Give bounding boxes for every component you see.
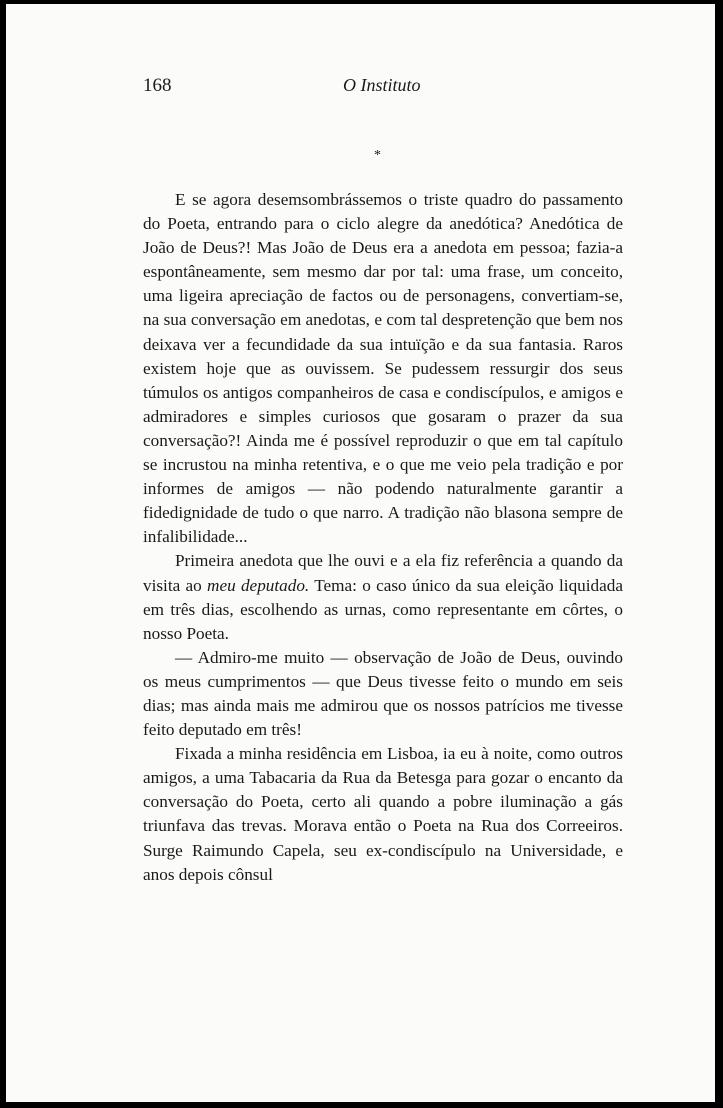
running-title: O Instituto [343,75,421,95]
paragraph-text: Primeira anedota que lhe ouvi e a ela fiz referência a quando da visita ao [143,551,623,595]
italic-phrase: meu deputado. [207,575,310,595]
page-number: 168 [143,75,172,96]
body-text [143,188,623,887]
section-separator: * [374,148,381,163]
paragraph [143,549,623,645]
page-header [143,75,623,99]
paragraph-text: Tema: o caso único da sua eleição liquidada em três dias, escolhendo as urnas, como representante em côrtes, o nosso Poeta. [143,575,623,643]
paragraph: E se agora desemsombrássemos o triste quadro do passamento do Poeta, entrando para o ciclo alegre da anedótica? Anedótica de João de Deus?! Mas João de Deus era a anedota em pessoa; fazia-a espontâneamente, sem mesmo dar por tal: uma frase, um conceito, uma ligeira apreciação de factos ou de personagens, convertiam-se, na sua conversação em anedotas, e com tal despretenção que bem nos deixava ver a fecundidade da sua intuïção e da sua fantasia. Raros existem hoje que as ouvissem. Se pudessem ressurgir dos seus túmulos os antigos companheiros de casa e condiscípulos, e amigos e admiradores e simples curiosos que gosaram o prazer da sua conversação?! Ainda me é possível reproduzir o que em tal capítulo se incrustou na minha retentiva, e o que me veio pela tradição e por informes de amigos — não podendo naturalmente garantir a fidedignidade de tudo o que narro. A tradição não blasona sempre de infalibilidade... [143,190,623,547]
paragraph: — Admiro-me muito — observação de João de Deus, ouvindo os meus cumprimentos — que Deus tivesse feito o mundo em seis dias; mas ainda mais me admirou que os nossos patrícios me tivesse feito deputado em três! [143,647,623,740]
paragraph: Fixada a minha residência em Lisboa, ia eu à noite, como outros amigos, a uma Tabacaria da Rua da Betesga para gozar o encanto da conversação do Poeta, certo ali quando a pobre iluminação a gás triunfava das trevas. Morava então o Poeta na Rua dos Correeiros. Surge Raimundo Capela, seu ex-condiscípulo na Universidade, e anos depois cônsul [143,744,623,884]
